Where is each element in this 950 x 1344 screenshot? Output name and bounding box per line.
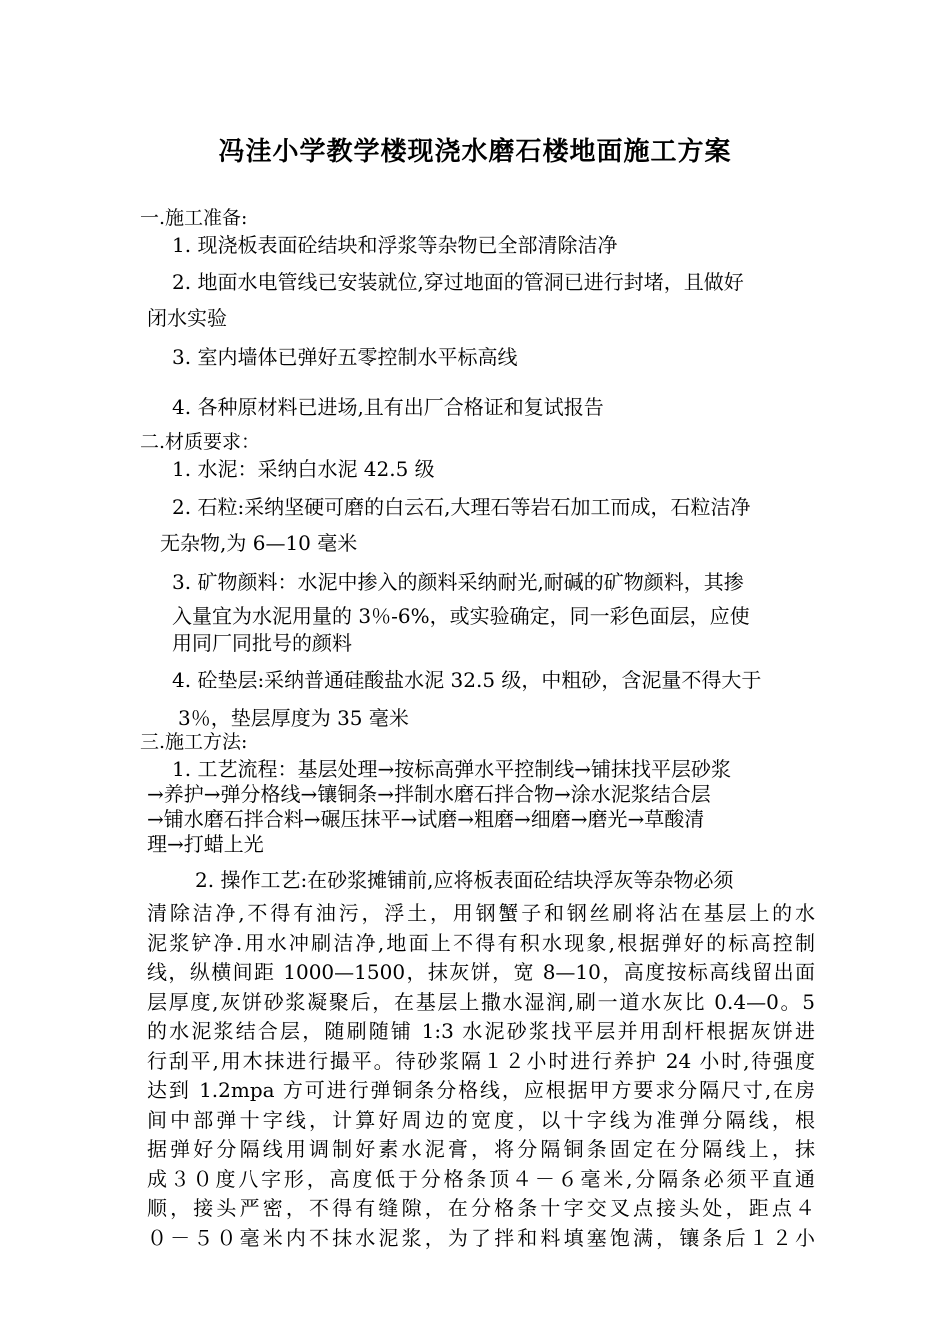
paragraph-line: 清除洁净,不得有油污，浮土，用钢蟹子和钢丝刷将沾在基层上的水 — [147, 901, 815, 925]
document-title: 冯洼小学教学楼现浇水磨石楼地面施工方案 — [218, 137, 732, 167]
method-item-1-line-2: →养护→弹分格线→镶铜条→拌制水磨石拌合物→涂水泥浆结合层 — [147, 782, 711, 806]
material-item-2-line-1: 2. 石粒:采纳坚硬可磨的白云石,大理石等岩石加工而成，石粒洁净 — [172, 495, 751, 519]
paragraph-line: 行刮平,用木抹进行撮平。待砂浆隔１２小时进行养护 24 小时,待强度 — [147, 1048, 815, 1073]
paragraph-line: 据弹好分隔线用调制好素水泥膏，将分隔铜条固定在分隔线上，抹 — [147, 1137, 815, 1161]
paragraph-line: ０－５０毫米内不抹水泥浆，为了拌和料填塞饱满，镶条后１２小 — [147, 1225, 815, 1250]
prep-item-1: 1. 现浇板表面砼结块和浮浆等杂物已全部清除洁净 — [172, 233, 618, 257]
paragraph-line: 层厚度,灰饼砂浆凝聚后，在基层上撒水湿润,刷一道水灰比 0.4—0。5 — [147, 989, 815, 1014]
paragraph-line: 间中部弹十字线，计算好周边的宽度，以十字线为准弹分隔线，根 — [147, 1107, 815, 1132]
material-item-4-line-1: 4. 砼垫层:采纳普通硅酸盐水泥 32.5 级，中粗砂，含泥量不得大于 — [172, 668, 762, 692]
prep-item-2-line-1: 2. 地面水电管线已安装就位,穿过地面的管洞已进行封堵，且做好 — [172, 270, 744, 294]
paragraph-line: 成３０度八字形，高度低于分格条顶４－６毫米,分隔条必须平直通 — [147, 1166, 815, 1191]
paragraph-line: 的水泥浆结合层，随刷随铺 1:3 水泥砂浆找平层并用刮杆根据灰饼进 — [147, 1019, 815, 1043]
section-heading-materials: 二.材质要求： — [140, 431, 261, 453]
prep-item-3: 3. 室内墙体已弹好五零控制水平标高线 — [172, 345, 518, 369]
operation-paragraph — [147, 899, 815, 1253]
paragraph-line: 线，纵横间距 1000—1500，抹灰饼，宽 8—10，高度按标高线留出面 — [147, 960, 815, 984]
material-item-4-line-2: 3％，垫层厚度为 35 毫米 — [178, 706, 409, 730]
material-item-3-line-2: 入量宜为水泥用量的 3％-6%，或实验确定，同一彩色面层，应使 — [172, 604, 750, 628]
section-heading-method: 三.施工方法: — [140, 731, 248, 753]
material-item-3-line-1: 3. 矿物颜料：水泥中掺入的颜料采纳耐光,耐碱的矿物颜料，其掺 — [172, 570, 744, 594]
prep-item-2-line-2: 闭水实验 — [147, 306, 227, 330]
material-item-2-line-2: 无杂物,为 6—10 毫米 — [160, 531, 358, 555]
section-heading-preparation: 一.施工准备: — [140, 207, 248, 229]
paragraph-line: 泥浆铲净.用水冲刷洁净,地面上不得有积水现象,根据弹好的标高控制 — [147, 930, 815, 955]
prep-item-4: 4. 各种原材料已进场,且有出厂合格证和复试报告 — [172, 395, 604, 419]
material-item-3-line-3: 用同厂同批号的颜料 — [172, 631, 352, 655]
material-item-1: 1. 水泥：采纳白水泥 42.5 级 — [172, 457, 435, 481]
method-item-2-heading: 2. 操作工艺:在砂浆摊铺前,应将板表面砼结块浮灰等杂物必须 — [195, 868, 734, 892]
paragraph-line: 达到 1.2mpa 方可进行弹铜条分格线，应根据甲方要求分隔尺寸,在房 — [147, 1078, 815, 1102]
method-item-1-line-1: 1. 工艺流程：基层处理→按标高弹水平控制线→铺抹找平层砂浆 — [172, 757, 731, 781]
method-item-1-line-3: →铺水磨石拌合料→碾压抹平→试磨→粗磨→细磨→磨光→草酸清 — [147, 807, 705, 831]
paragraph-line: 顺，接头严密，不得有缝隙，在分格条十字交叉点接头处，距点４ — [147, 1196, 815, 1220]
method-item-1-line-4: 理→打蜡上光 — [147, 832, 264, 856]
